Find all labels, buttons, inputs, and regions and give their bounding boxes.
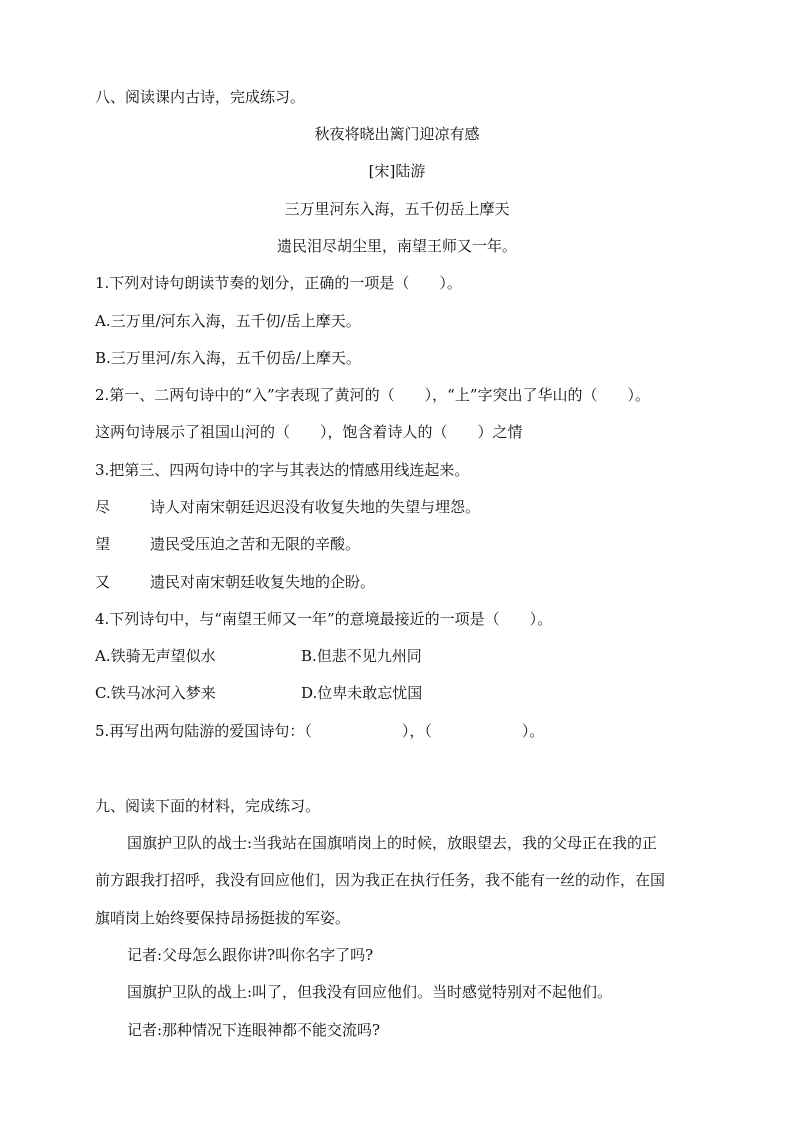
dialog-line: 国旗护卫队的战上:叫了，但我没有回应他们。当时感觉特别对不起他们。 xyxy=(127,983,613,1001)
q5-stem: 5.再写出两句陆游的爱国诗句：（ ），（ ）。 xyxy=(95,722,545,740)
para-line: 前方跟我打招呼，我没有回应他们，因为我正在执行任务，我不能有一丝的动作，在国 xyxy=(95,871,666,889)
para-line: 国旗护卫队的战士:当我站在国旗哨岗上的时候，放眼望去，我的父母正在我的正 xyxy=(127,834,658,852)
q2-line-2: 这两句诗展示了祖国山河的（ ），饱含着诗人的（ ）之情 xyxy=(95,423,523,441)
q3-char: 又 xyxy=(95,573,111,591)
poem-line-2: 遗民泪尽胡尘里，南望王师又一年。 xyxy=(276,237,517,255)
q4-stem: 4.下列诗句中，与“南望王师又一年”的意境最接近的一项是（ ）。 xyxy=(95,610,553,628)
poem-title: 秋夜将晓出篱门迎凉有感 xyxy=(314,125,480,143)
q4-option-b: B.但悲不见九州同 xyxy=(301,647,422,665)
q4-option-d: D.位卑未敢忘忧国 xyxy=(301,684,423,702)
dialog-line: 记者:父母怎么跟你讲?叫你名字了吗? xyxy=(127,946,374,964)
q3-char: 尽 xyxy=(95,498,111,516)
q1-option-b: B.三万里河/东入海，五千仞岳/上摩天。 xyxy=(95,349,361,367)
q4-option-a: A.铁骑无声望似水 xyxy=(95,647,216,665)
q3-emotion: 遗民受压迫之苦和无限的辛酸。 xyxy=(150,535,361,553)
q3-emotion: 遗民对南宋朝廷收复失地的企盼。 xyxy=(150,573,376,591)
poem-author: [宋]陆游 xyxy=(368,162,426,180)
section9-heading: 九、阅读下面的材料，完成练习。 xyxy=(95,797,321,815)
poem-line-1: 三万里河东入海，五千仞岳上摩天 xyxy=(284,200,510,218)
q4-option-c: C.铁马冰河入梦来 xyxy=(95,684,216,702)
q1-stem: 1.下列对诗句朗读节奏的划分，正确的一项是（ ）。 xyxy=(95,274,462,292)
section8-heading: 八、阅读课内古诗，完成练习。 xyxy=(95,88,306,106)
q3-emotion: 诗人对南宋朝廷迟迟没有收复失地的失望与埋怨。 xyxy=(150,498,481,516)
q3-stem: 3.把第三、四两句诗中的字与其表达的情感用线连起来。 xyxy=(95,461,470,479)
q2-line-1: 2.第一、二两句诗中的“入”字表现了黄河的（ ），“上”字突出了华山的（ ）。 xyxy=(95,386,650,404)
q1-option-a: A.三万里/河东入海，五千仞/岳上摩天。 xyxy=(95,312,361,330)
para-line: 旗哨岗上始终要保持昂扬挺拔的军姿。 xyxy=(95,909,351,927)
dialog-line: 记者:那种情况下连眼神都不能交流吗? xyxy=(127,1021,381,1039)
q3-char: 望 xyxy=(95,535,111,553)
